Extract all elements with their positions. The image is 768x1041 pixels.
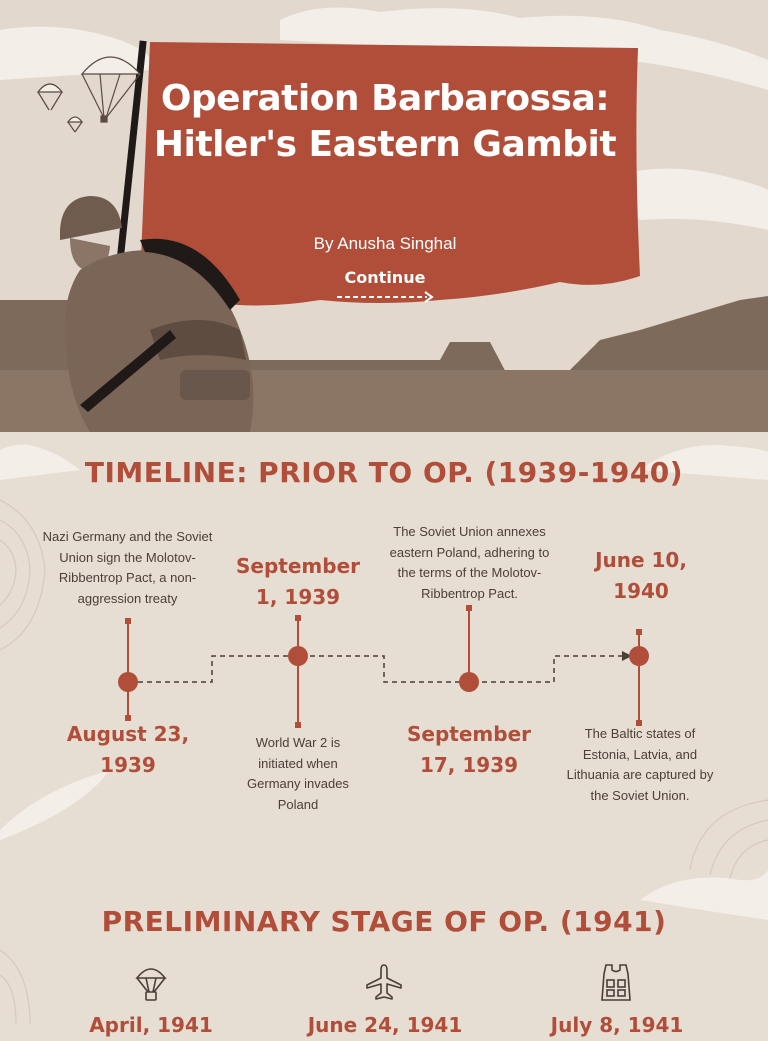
timeline-event-description: Nazi Germany and the Soviet Union sign the Molotov-Ribbentrop Pact, a non-aggression treaty: [42, 529, 213, 606]
timeline-event-description: World War 2 is initiated when Germany invades Poland: [247, 735, 349, 812]
arrow-right-icon: [335, 291, 435, 303]
preliminary-date: July 8, 1941: [550, 1013, 684, 1037]
timeline-node: [629, 646, 649, 666]
timeline-title: TIMELINE: PRIOR TO OP. (1939-1940): [84, 456, 684, 489]
preliminary-date: April, 1941: [89, 1013, 213, 1037]
continue-button[interactable]: [320, 268, 450, 303]
timeline-event-date: September 17, 1939: [407, 722, 531, 777]
timeline-event-date: September 1, 1939: [236, 554, 360, 609]
vest-icon: [598, 962, 634, 1002]
timeline-node: [118, 672, 138, 692]
hero-title: Operation Barbarossa: Hitler's Eastern Gambit: [153, 78, 617, 165]
preliminary-date: June 24, 1941: [307, 1013, 463, 1037]
hero-illustration: [0, 0, 768, 432]
timeline-event-description: The Baltic states of Estonia, Latvia, and Lithuania are captured by the Soviet Union.: [566, 726, 714, 803]
hero-author: By Anusha Singhal: [313, 234, 457, 253]
timeline-event-date: August 23, 1939: [66, 722, 190, 777]
timeline-node: [288, 646, 308, 666]
airplane-icon: [364, 962, 404, 1002]
hero-banner: [0, 0, 768, 432]
preliminary-title: PRELIMINARY STAGE OF OP. (1941): [101, 905, 667, 938]
timeline-event-description: The Soviet Union annexes eastern Poland, adhering to the terms of the Molotov-Ribbentrop Pact.: [389, 524, 550, 601]
timeline-node: [459, 672, 479, 692]
timeline-event-date: June 10, 1940: [595, 548, 687, 603]
continue-label: Continue: [344, 268, 426, 287]
contour-decoration-bottom-left: [0, 930, 40, 1024]
parachute-icon: [134, 962, 168, 1002]
